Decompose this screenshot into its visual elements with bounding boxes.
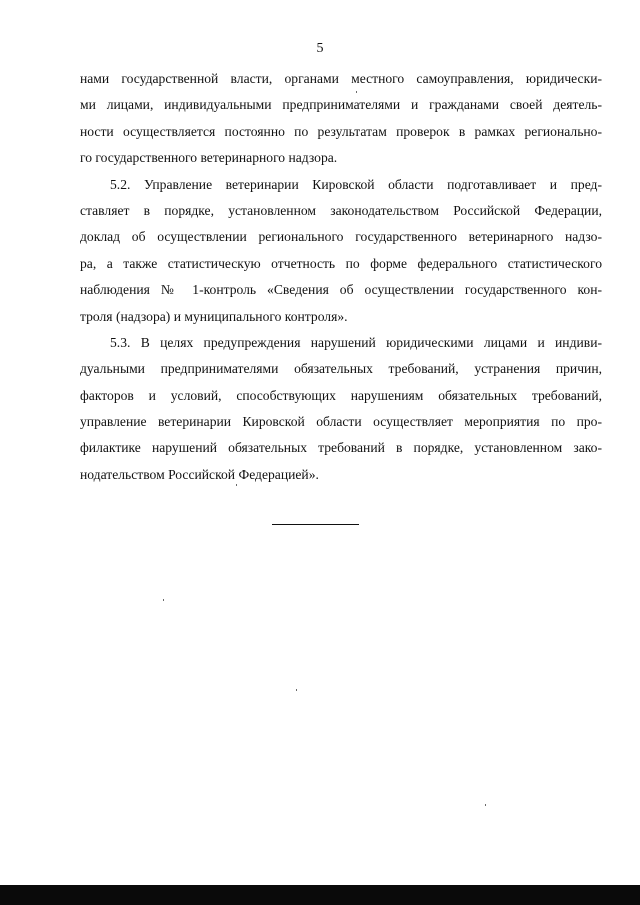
text-line: го государственного ветеринарного надзора. — [80, 150, 338, 166]
text-line: доклад об осуществлении регионального государственного ветеринарного надзо- — [80, 229, 602, 245]
scan-speck — [236, 484, 237, 486]
scan-speck — [356, 91, 357, 93]
text-line: факторов и условий, способствующих нарушениям обязательных требований, — [80, 387, 602, 403]
text-line: ставляет в порядке, установленном законодательством Российской Федерации, — [80, 202, 602, 218]
scan-edge-band — [0, 885, 640, 905]
text-line: филактике нарушений обязательных требований в порядке, установленном зако- — [80, 440, 602, 456]
text-line: 5.3. В целях предупреждения нарушений юридическими лицами и индиви- — [110, 334, 602, 350]
paragraph-5-2 — [80, 172, 602, 330]
scan-speck — [485, 804, 486, 806]
text-line: ра, а также статистическую отчетность по форме федерального статистического — [80, 255, 602, 271]
text-line: дуальными предпринимателями обязательных требований, устранения причин, — [80, 361, 602, 377]
page-number: 5 — [316, 41, 324, 56]
scan-speck — [296, 689, 297, 691]
text-line: ности осуществляется постоянно по результатам проверок в рамках регионально- — [80, 123, 602, 139]
scan-speck — [163, 599, 164, 601]
text-line: управление ветеринарии Кировской области осуществляет мероприятия по про- — [80, 414, 602, 430]
text-line: ми лицами, индивидуальными предпринимателями и гражданами своей деятель- — [80, 97, 602, 113]
text-line: нами государственной власти, органами местного самоуправления, юридически- — [80, 71, 602, 86]
text-line: 5.2. Управление ветеринарии Кировской области подготавливает и пред- — [110, 176, 602, 192]
closing-separator-line — [272, 524, 359, 525]
text-line: троля (надзора) и муниципального контроля». — [80, 308, 348, 324]
paragraph-5-3 — [80, 330, 602, 488]
paragraph-continuation — [80, 66, 602, 172]
text-line: нодательством Российской Федерацией». — [80, 466, 319, 482]
text-line: наблюдения № 1-контроль «Сведения об осуществлении государственного кон- — [80, 282, 602, 298]
document-body — [80, 66, 602, 488]
